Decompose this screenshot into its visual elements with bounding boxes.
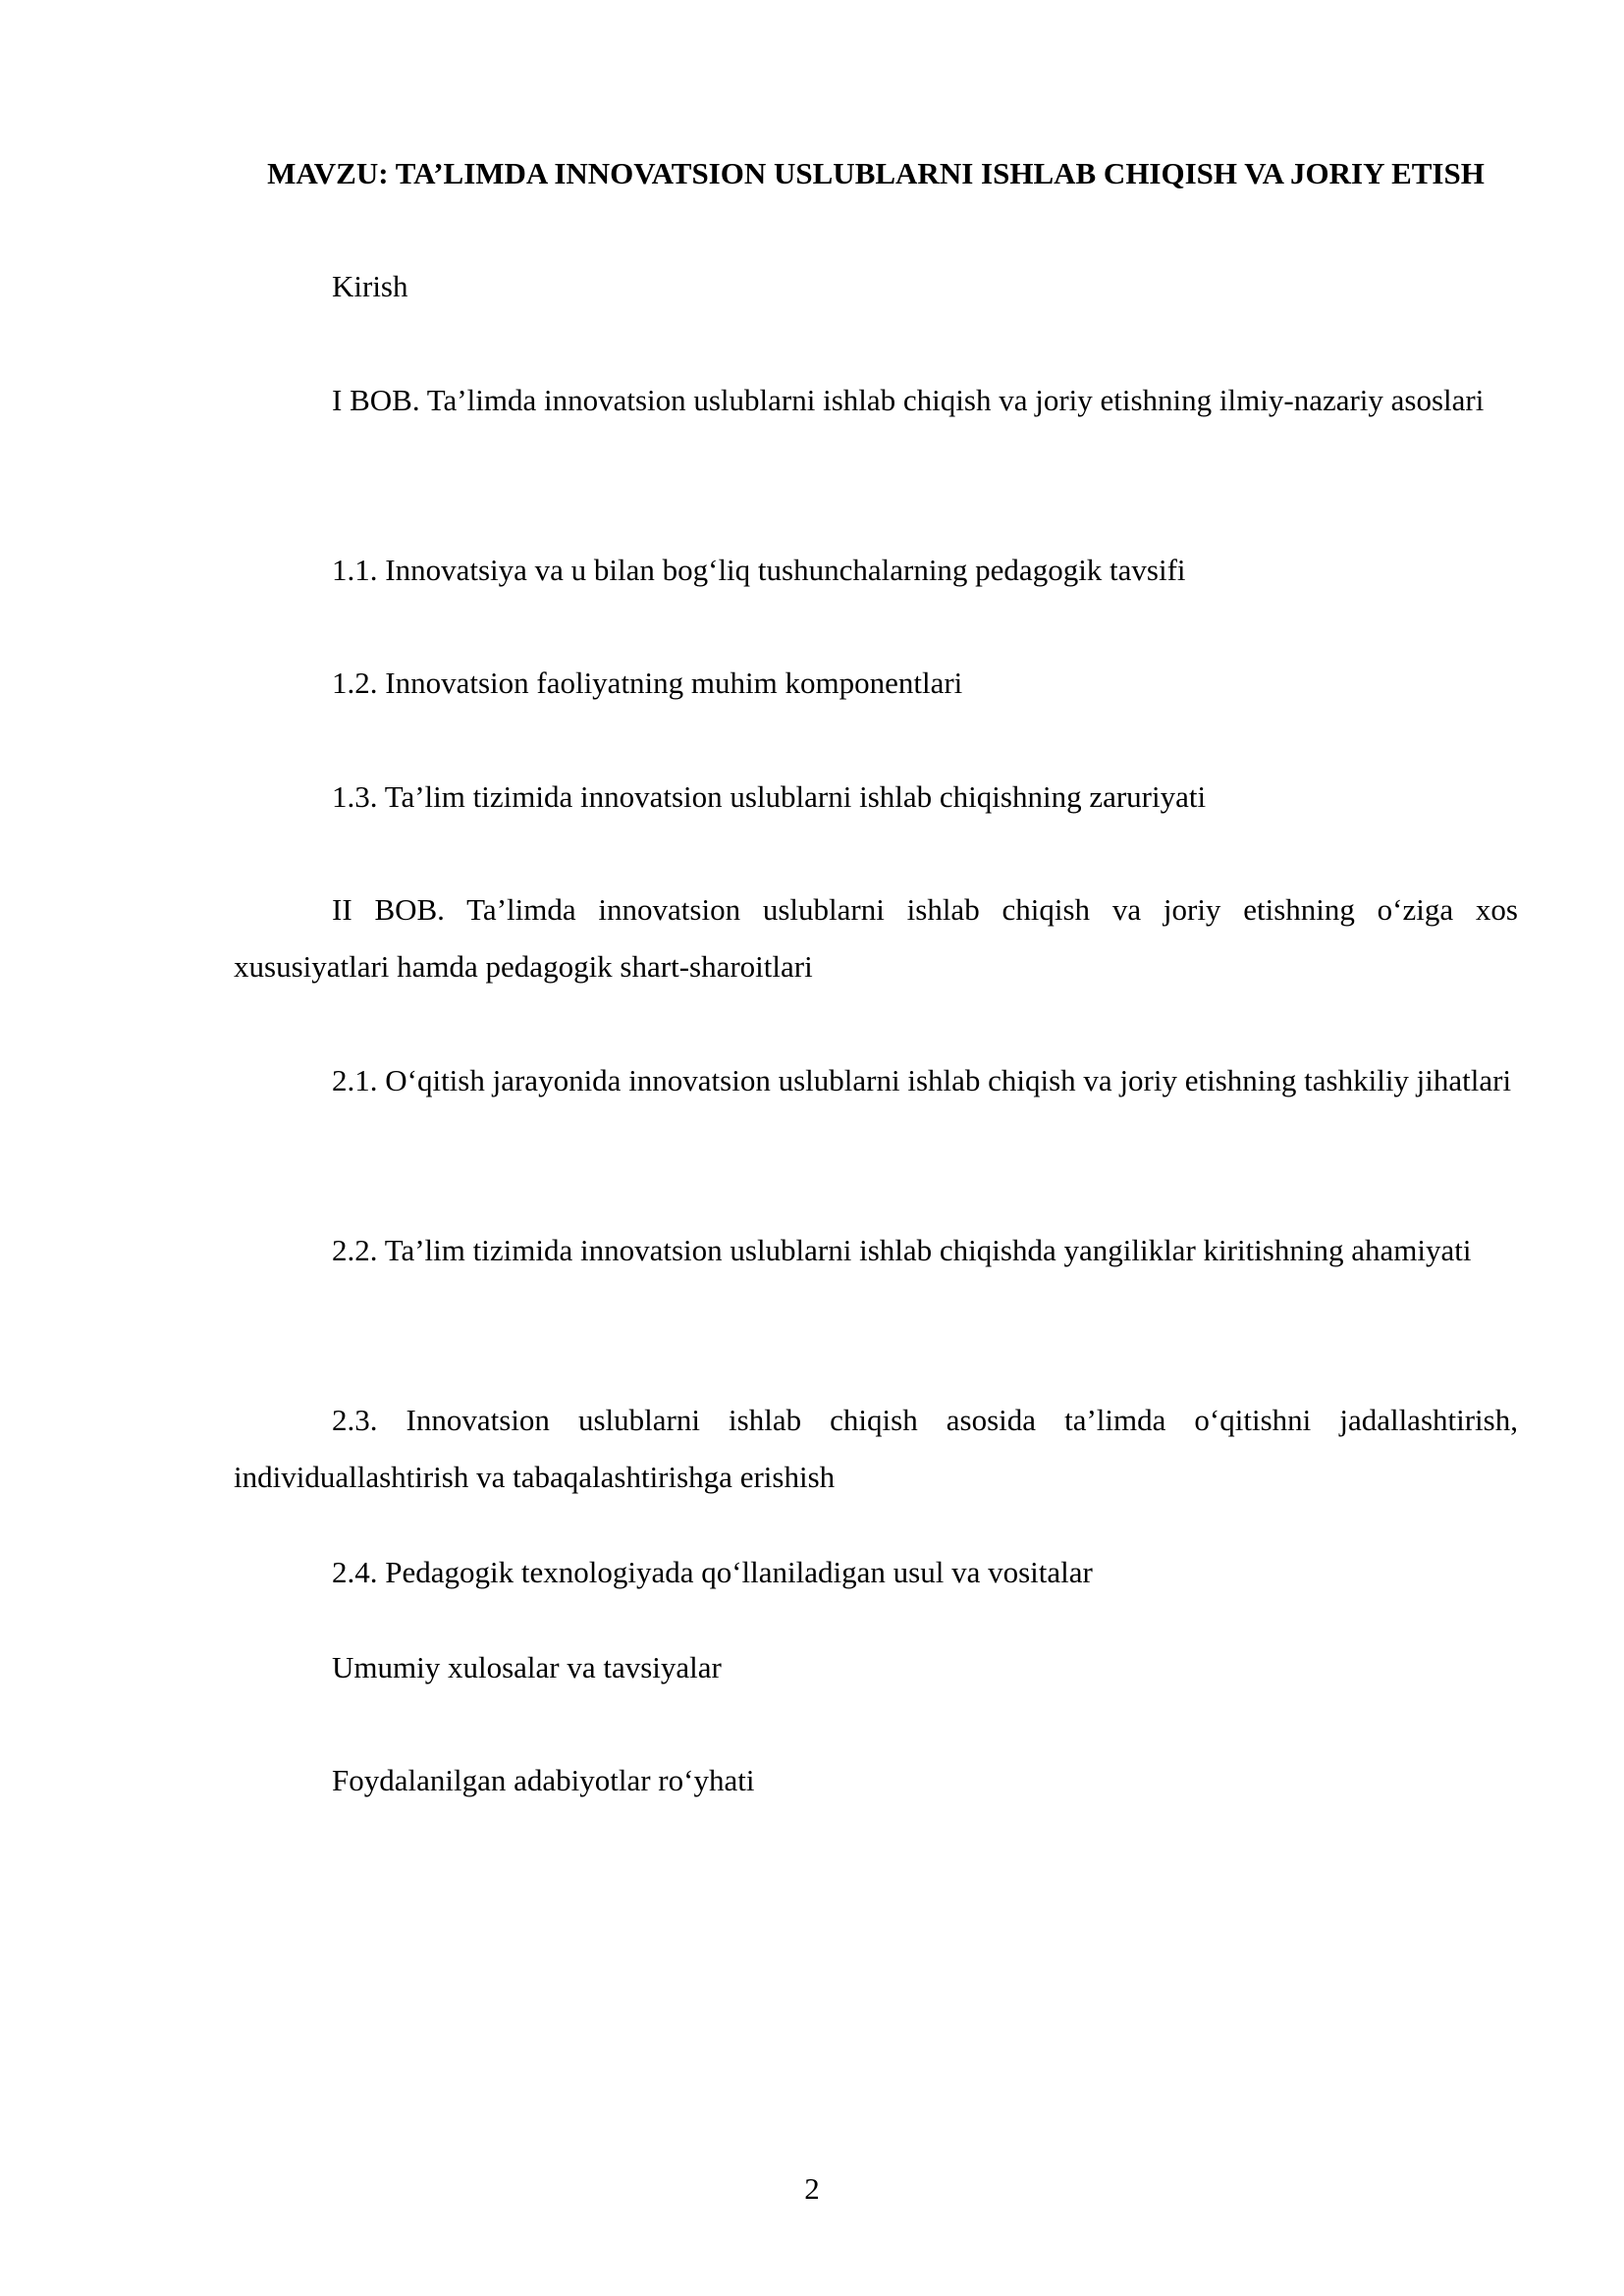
toc-entry-section-2-2: 2.2. Ta’lim tizimida innovatsion uslublarni ishlab chiqishda yangiliklar kiritishning ahamiyati: [332, 1233, 1472, 1267]
toc-entry-intro: Kirish: [332, 269, 408, 303]
toc-entry-section-2-3: 2.3. Innovatsion uslublarni ishlab chiqish asosida ta’limda o‘qitishni jadallashtirish, individuallashtirish va tabaqalashtirishga erishish: [234, 1403, 1518, 1494]
toc-entry-section-2-1: 2.1. O‘qitish jarayonida innovatsion uslublarni ishlab chiqish va joriy etishning tashkiliy jihatlari: [332, 1063, 1512, 1097]
toc-entry-section-1-1: 1.1. Innovatsiya va u bilan bog‘liq tushunchalarning pedagogik tavsifi: [332, 553, 1186, 587]
toc-entry-chapter-1: I BOB. Ta’limda innovatsion uslublarni ishlab chiqish va joriy etishning ilmiy-nazariy asoslari: [332, 383, 1485, 417]
toc-entry-section-2-4: 2.4. Pedagogik texnologiyada qo‘llaniladigan usul va vositalar: [332, 1555, 1093, 1589]
document-title: MAVZU: TA’LIMDA INNOVATSION USLUBLARNI ISHLAB CHIQISH VA JORIY ETISH: [267, 156, 1485, 190]
toc-entry-references: Foydalanilgan adabiyotlar ro‘yhati: [332, 1763, 755, 1797]
toc-entry-section-1-2: 1.2. Innovatsion faoliyatning muhim komponentlari: [332, 666, 963, 700]
toc-entry-section-1-3: 1.3. Ta’lim tizimida innovatsion uslublarni ishlab chiqishning zaruriyati: [332, 779, 1207, 814]
toc-entry-conclusion: Umumiy xulosalar va tavsiyalar: [332, 1650, 722, 1684]
toc-entry-chapter-2: II BOB. Ta’limda innovatsion uslublarni ishlab chiqish va joriy etishning o‘ziga xos xususiyatlari hamda pedagogik shart-sharoitlari: [234, 892, 1518, 984]
page-number: 2: [804, 2171, 820, 2206]
